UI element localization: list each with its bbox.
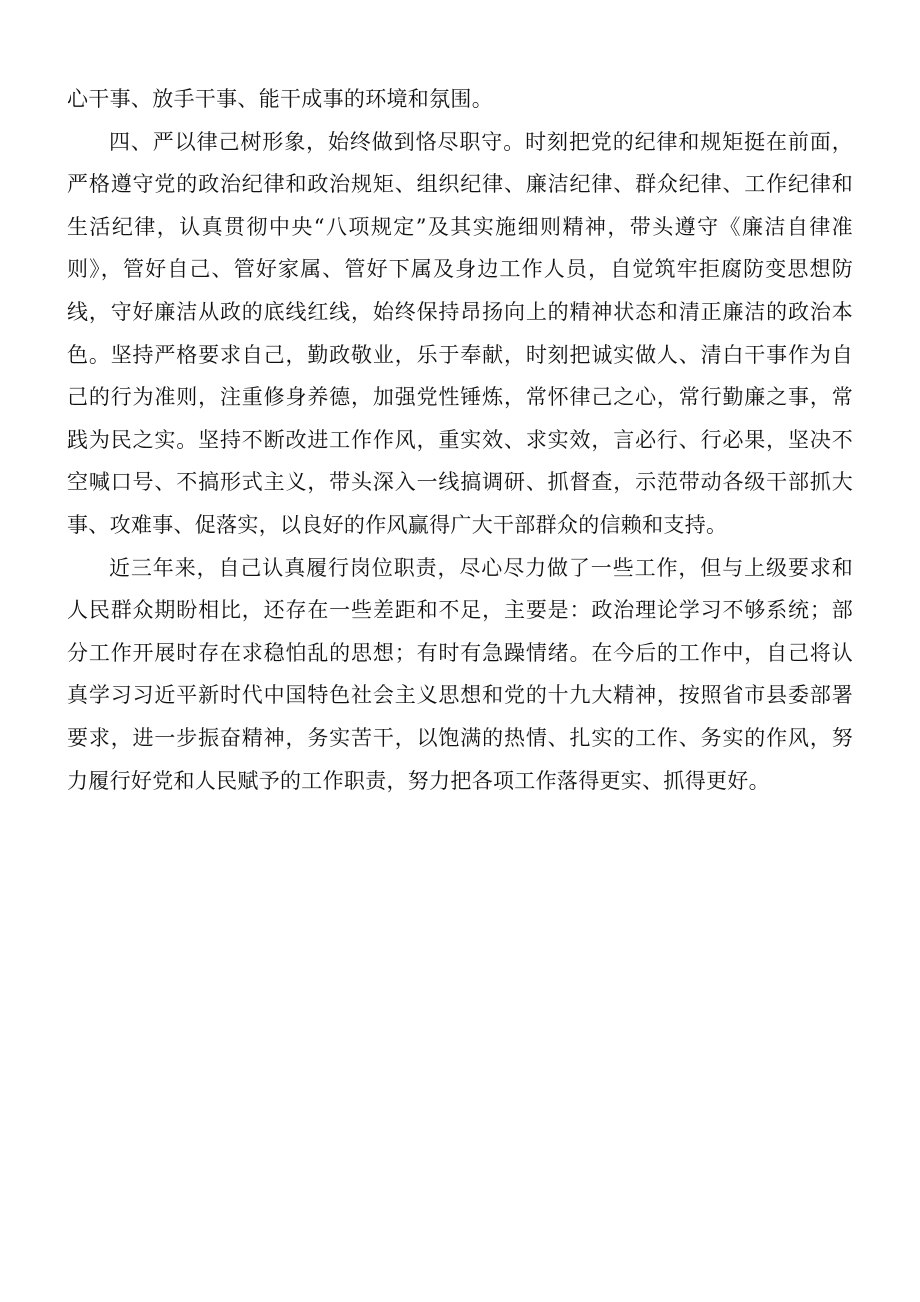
- paragraph-section-four: 四、严以律己树形象，始终做到恪尽职守。时刻把党的纪律和规矩挺在前面，严格遵守党的政治纪律和政治规矩、组织纪律、廉洁纪律、群众纪律、工作纪律和生活纪律，认真贯彻中央“八项规定”及其实施细则精神，带头遵守《廉洁自律准则》，管好自己、管好家属、管好下属及身边工作人员，自觉筑牢拒腐防变思想防线，守好廉洁从政的底线红线，始终保持昂扬向上的精神状态和清正廉洁的政治本色。坚持严格要求自己，勤政敬业，乐于奉献，时刻把诚实做人、清白干事作为自己的行为准则，注重修身养德，加强党性锤炼，常怀律己之心，常行勤廉之事，常践为民之实。坚持不断改进工作作风，重实效、求实效，言必行、行必果，坚决不空喊口号、不搞形式主义，带头深入一线搞调研、抓督查，示范带动各级干部抓大事、攻难事、促落实，以良好的作风赢得广大干部群众的信赖和支持。: [67, 129, 853, 537]
- paragraph-summary: 近三年来，自己认真履行岗位职责，尽心尽力做了一些工作，但与上级要求和人民群众期盼相比，还存在一些差距和不足，主要是：政治理论学习不够系统；部分工作开展时存在求稳怕乱的思想；有时有急躁情绪。在今后的工作中，自己将认真学习习近平新时代中国特色社会主义思想和党的十九大精神，按照省市县委部署要求，进一步振奋精神，务实苦干，以饱满的热情、扎实的工作、务实的作风，努力履行好党和人民赋予的工作职责，努力把各项工作落得更实、抓得更好。: [67, 555, 853, 793]
- document-body: [67, 78, 853, 802]
- paragraph-continuation: 心干事、放手干事、能干成事的环境和氛围。: [67, 87, 493, 111]
